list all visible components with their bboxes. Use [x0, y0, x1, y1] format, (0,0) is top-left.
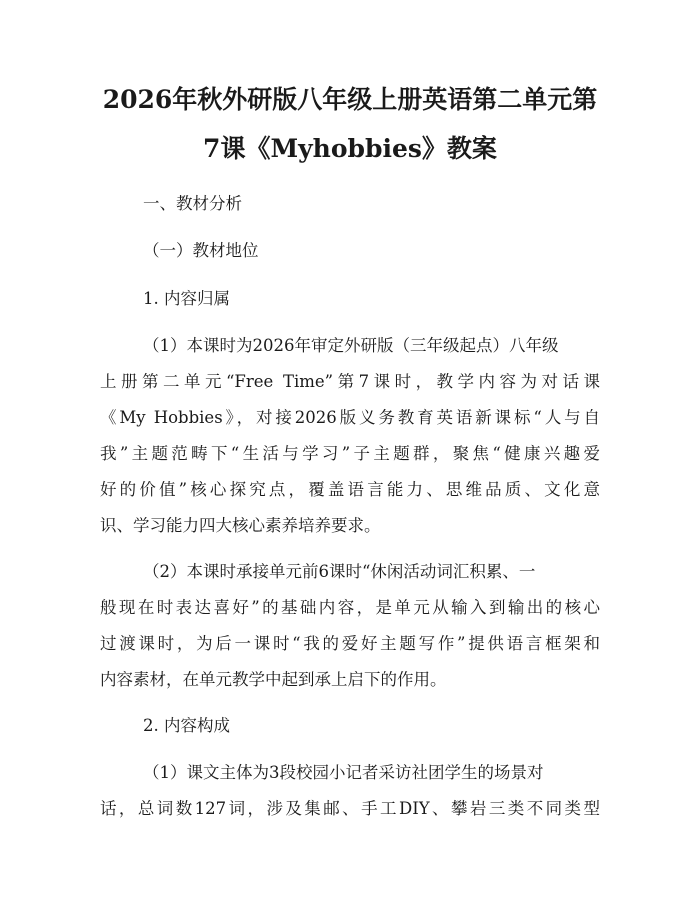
- paragraph-line: 识、学习能力四大核心素养培养要求。: [100, 516, 381, 535]
- document-title-line-2: 7课《Myhobbies》教案: [203, 134, 497, 163]
- paragraph-line: 我”主题范畴下“生活与学习”子主题群，聚焦“健康兴趣爱: [100, 444, 600, 463]
- document-title-line-1: 2026年秋外研版八年级上册英语第二单元第: [102, 85, 598, 114]
- paragraph-line: 话，总词数127词，涉及集邮、手工DIY、攀岩三类不同类型: [100, 799, 600, 818]
- item-heading-content-composition: 2. 内容构成: [143, 716, 230, 735]
- paragraph-line: 般现在时表达喜好”的基础内容，是单元从输入到输出的核心: [100, 598, 600, 617]
- paragraph-line: 上册第二单元“Free Time”第7课时，教学内容为对话课: [100, 372, 600, 391]
- paragraph-line: 过渡课时，为后一课时“我的爱好主题写作”提供语言框架和: [100, 634, 600, 653]
- paragraph-line: （1）本课时为2026年审定外研版（三年级起点）八年级: [143, 336, 559, 355]
- paragraph-line: 《My Hobbies》，对接2026版义务教育英语新课标“人与自: [100, 408, 600, 427]
- paragraph-line: 好的价值”核心探究点，覆盖语言能力、思维品质、文化意: [100, 480, 600, 499]
- paragraph-line: （2）本课时承接单元前6课时“休闲活动词汇积累、一: [143, 562, 536, 581]
- subsection-heading-textbook-position: （一）教材地位: [143, 241, 259, 260]
- item-heading-content-affiliation: 1. 内容归属: [143, 289, 230, 308]
- paragraph-line: （1）课文主体为3段校园小记者采访社团学生的场景对: [143, 763, 544, 782]
- paragraph-line: 内容素材，在单元教学中起到承上启下的作用。: [100, 670, 447, 689]
- section-heading-textbook-analysis: 一、教材分析: [143, 194, 242, 213]
